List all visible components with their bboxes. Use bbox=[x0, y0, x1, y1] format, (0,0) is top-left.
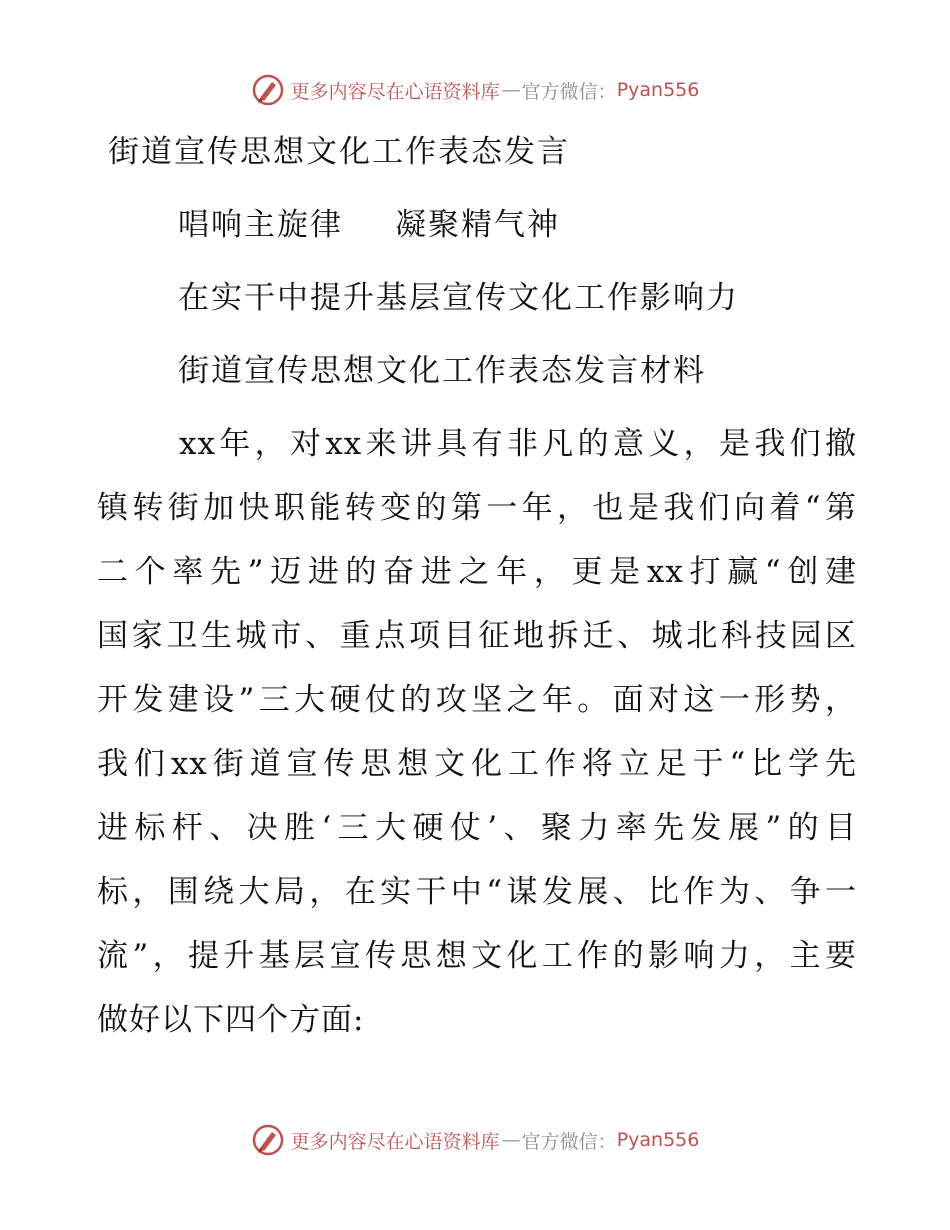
document-subtitle-2: 在实干中提升基层宣传文化工作影响力 bbox=[178, 280, 739, 316]
subtitle-part-1: 唱响主旋律 bbox=[178, 207, 343, 243]
paragraph-line: 标，围绕大局，在实干中“谋发展、比作为、争一 bbox=[97, 874, 857, 910]
paragraph-line: 我们xx街道宣传思想文化工作将立足于“比学先 bbox=[97, 746, 857, 782]
paragraph-line: 镇转街加快职能转变的第一年，也是我们向着“第 bbox=[97, 490, 857, 526]
banner-wechat-handle: Pyan556 bbox=[616, 79, 700, 101]
paragraph-line: 开发建设”三大硬仗的攻坚之年。面对这一形势， bbox=[97, 682, 857, 718]
paragraph-line: 做好以下四个方面: bbox=[97, 1002, 365, 1038]
document-subtitle-3: 街道宣传思想文化工作表态发言材料 bbox=[178, 353, 706, 389]
paragraph-line: 二个率先”迈进的奋进之年，更是xx打赢“创建 bbox=[97, 554, 857, 590]
banner-wechat-label: 官方微信： bbox=[521, 1130, 617, 1153]
banner-main-text: 更多内容尽在心语资料库 bbox=[290, 1130, 500, 1153]
paragraph-line: 国家卫生城市、重点项目征地拆迁、城北科技园区 bbox=[97, 618, 857, 654]
header-watermark-banner bbox=[0, 70, 950, 110]
body-paragraph bbox=[97, 412, 857, 1052]
paragraph-line: 流”，提升基层宣传思想文化工作的影响力，主要 bbox=[97, 938, 857, 974]
subtitle-part-2: 凝聚精气神 bbox=[395, 207, 560, 243]
paragraph-line: xx年，对xx来讲具有非凡的意义，是我们撤 bbox=[179, 426, 857, 462]
document-subtitle-1 bbox=[178, 199, 560, 244]
banner-dash: — bbox=[501, 79, 520, 101]
banner-main-text: 更多内容尽在心语资料库 bbox=[290, 80, 500, 103]
paragraph-line: 进标杆、决胜‘三大硬仗’、聚力率先发展”的目 bbox=[97, 810, 857, 846]
banner-wechat-label: 官方微信： bbox=[521, 80, 617, 103]
pen-logo-icon bbox=[251, 1123, 285, 1157]
banner-wechat-handle: Pyan556 bbox=[616, 1129, 700, 1151]
banner-dash: — bbox=[501, 1129, 520, 1151]
pen-logo-icon bbox=[251, 73, 285, 107]
document-title: 街道宣传思想文化工作表态发言 bbox=[108, 134, 570, 170]
footer-watermark-banner bbox=[0, 1120, 950, 1160]
